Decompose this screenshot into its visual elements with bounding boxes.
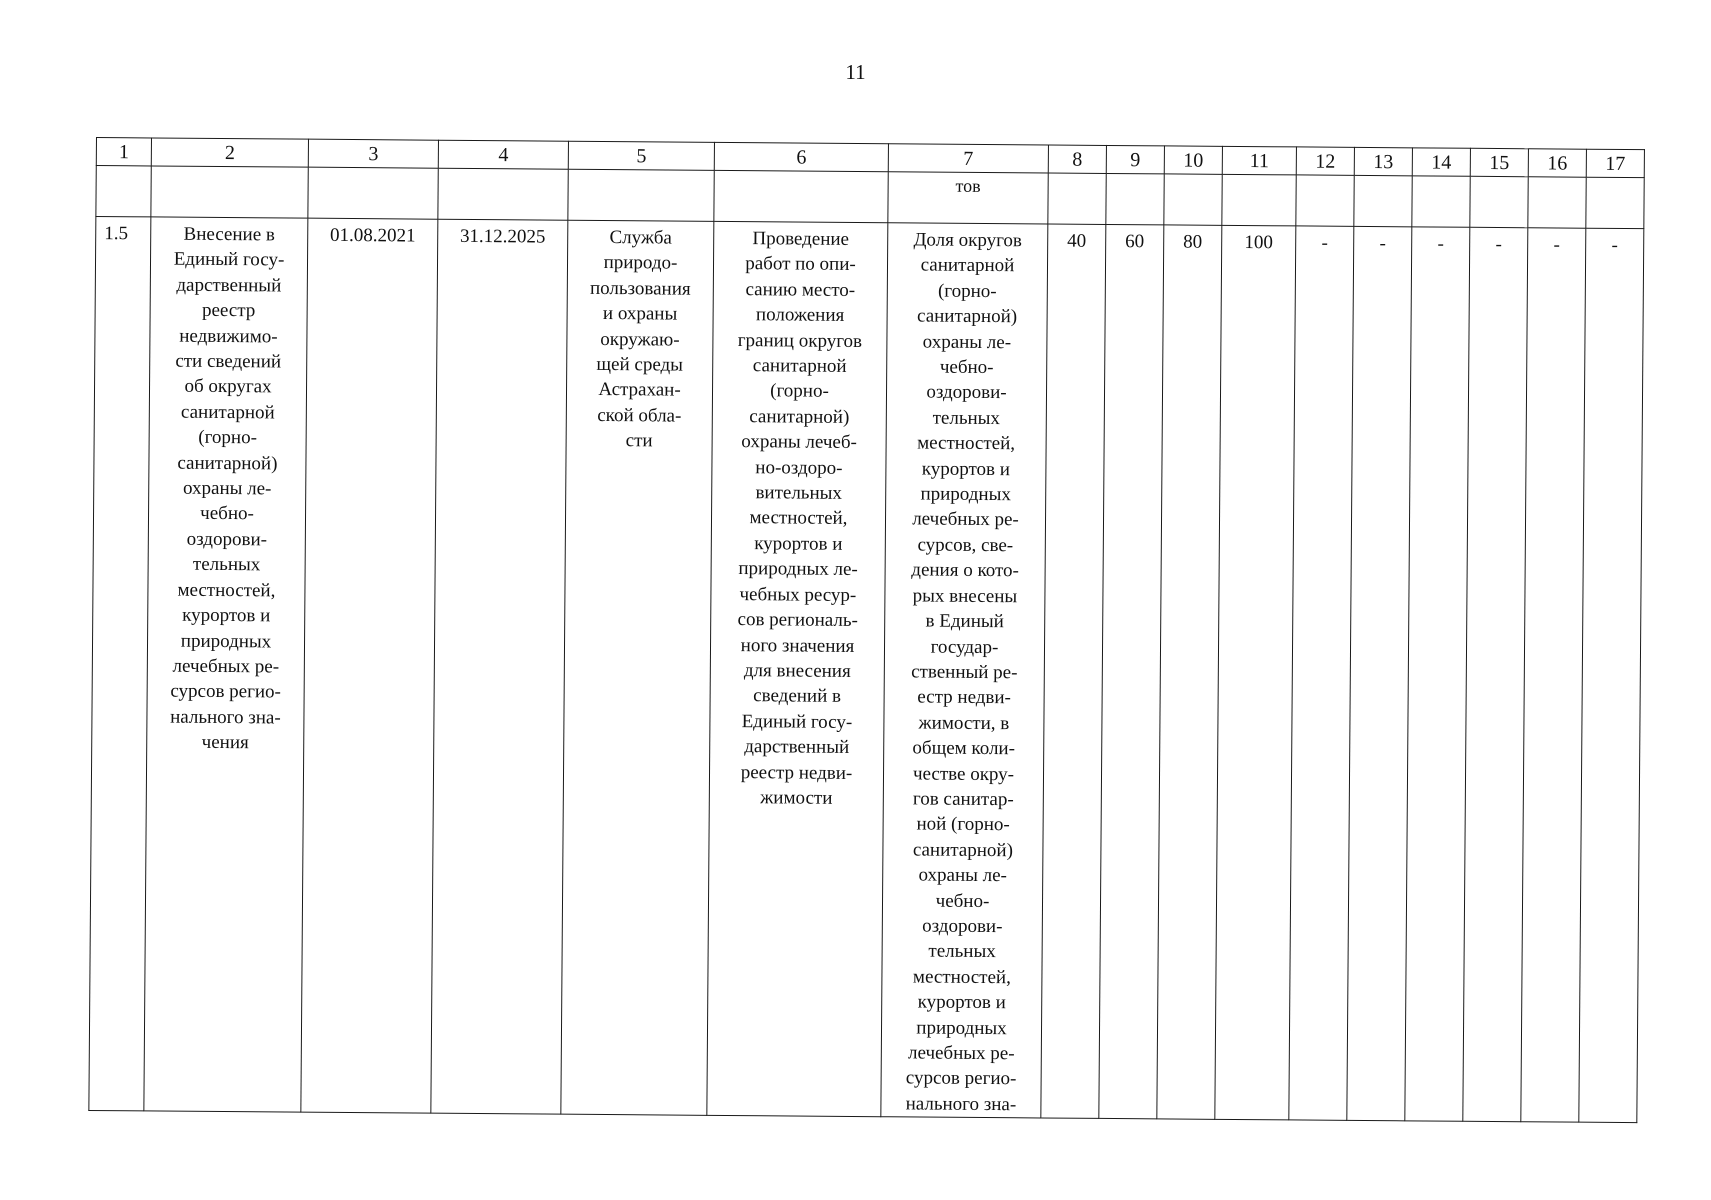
value-cell: 100 (1215, 225, 1296, 1120)
continuation-cell (568, 169, 714, 221)
continuation-cell (714, 170, 888, 222)
continuation-cell (1296, 175, 1354, 226)
continuation-cell (151, 166, 308, 218)
column-number: 11 (1222, 146, 1296, 175)
column-number: 9 (1106, 145, 1164, 173)
continuation-cell: тов (888, 172, 1048, 224)
continuation-cell (1412, 176, 1470, 227)
page-number: 11 (845, 60, 866, 84)
continuation-cell (438, 168, 568, 220)
measure-name: Внесение в Единый госу- дарственный реестр недвижимо- сти сведений об округах санитарной (горно- санитарной) охраны ле- чебно- оздорови- тельных местностей, курортов и природных лечебных ре- сурсов регио- нального зна- чения (170, 223, 285, 754)
column-number: 17 (1586, 149, 1644, 177)
start-date: 01.08.2021 (301, 218, 438, 1113)
activity-description: Проведение работ по опи- санию место- положения границ округов санитарной (горно- санитарной) охраны лечеб- но-оздоро- вительных местностей, курортов и природных ле- чебных ресур- сов региональ- ного значения для внесения сведений в Единый госу- дарственный реестр недви- жимости (737, 228, 863, 809)
column-number: 3 (308, 139, 438, 168)
indicator-description: Доля округов санитарной (горно- санитарной) охраны ле- чебно- оздорови- тельных местностей, курортов и природных лечебных ре- сурсов, све- дения о кото- рых внесены в Единый государ- ственный ре- естр недви- жимости, в общем коли- честве окру- гов санитар- ной (горно- санитарной) охраны ле- чебно- оздорови- тельных местностей, курортов и природных лечебных ре- сурсов регио- нального зна- (905, 229, 1023, 1116)
column-number: 13 (1354, 147, 1412, 175)
continuation-cell (1048, 173, 1106, 224)
measure-name-cell (144, 217, 308, 1112)
column-number: 16 (1528, 149, 1586, 177)
continuation-cell (1164, 174, 1222, 225)
column-number: 15 (1470, 148, 1528, 176)
column-number: 12 (1296, 147, 1354, 175)
measures-table (88, 137, 1645, 1123)
value-cell: - (1289, 226, 1354, 1121)
column-number: 1 (96, 138, 151, 166)
continuation-cell (308, 167, 438, 219)
activity-cell (707, 221, 888, 1117)
continuation-cell (96, 166, 151, 217)
continuation-cell (1470, 176, 1528, 227)
value-cell: - (1579, 228, 1644, 1123)
column-number: 5 (568, 141, 714, 170)
column-number: 8 (1048, 145, 1106, 173)
value-cell: - (1405, 227, 1470, 1122)
continuation-cell (1528, 177, 1586, 228)
executor-cell (561, 220, 714, 1115)
continuation-cell (1354, 175, 1412, 226)
column-number: 6 (714, 142, 888, 171)
table-row (89, 217, 1644, 1123)
column-number: 4 (438, 140, 568, 169)
value-cell: - (1347, 226, 1412, 1121)
end-date: 31.12.2025 (431, 219, 568, 1114)
value-cell: 60 (1099, 224, 1164, 1119)
value-cell: 40 (1041, 224, 1106, 1119)
executor: Служба природо- пользования и охраны окружаю- щей среды Астрахан- ской обла- сти (589, 227, 691, 452)
value-cell: - (1463, 227, 1528, 1122)
column-number: 14 (1412, 148, 1470, 176)
continuation-cell (1106, 173, 1164, 224)
continuation-cell (1586, 177, 1644, 228)
row-number: 1.5 (89, 217, 151, 1112)
value-cell: - (1521, 228, 1586, 1123)
value-cell: 80 (1157, 225, 1222, 1120)
indicator-cell (881, 223, 1048, 1118)
column-number: 2 (151, 138, 308, 167)
continuation-cell (1222, 174, 1296, 226)
column-number: 7 (888, 144, 1048, 173)
column-number: 10 (1164, 146, 1222, 174)
